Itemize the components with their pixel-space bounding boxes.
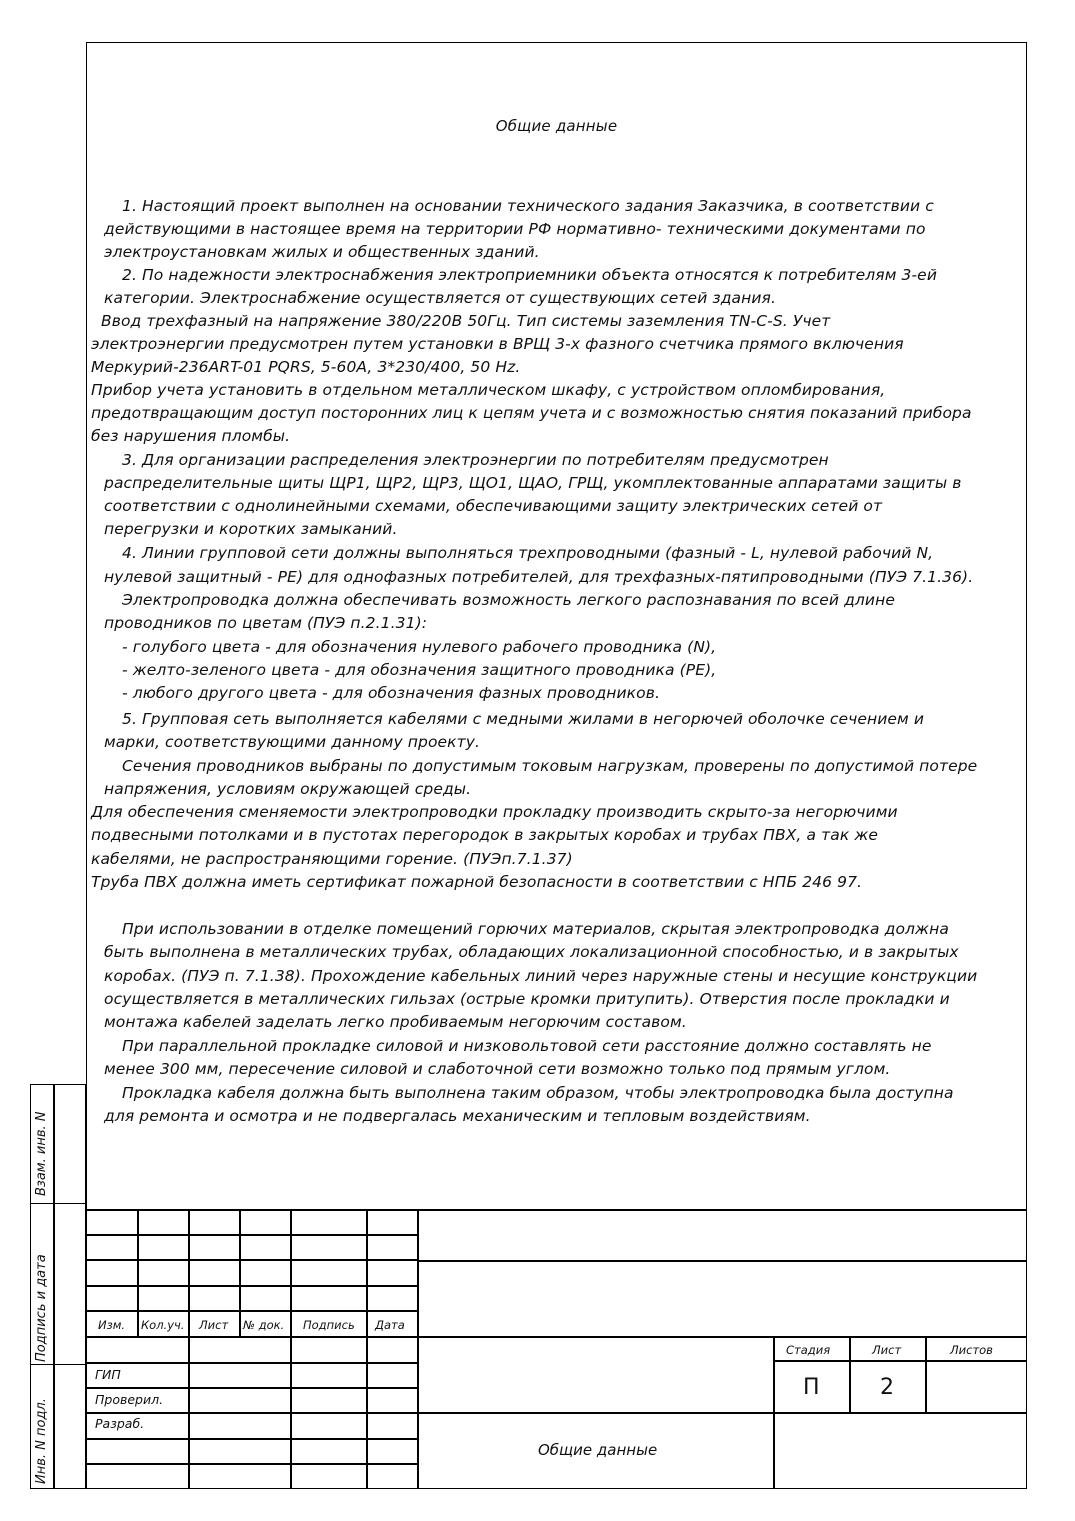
text-line: для ремонта и осмотра и не подвергалась механическим и тепловым воздействиям. — [104, 1107, 811, 1125]
col-header-podpis: Подпись — [303, 1318, 355, 1332]
text-line: марки, соответствующими данному проекту. — [104, 733, 481, 751]
text-line: подвесными потолками и в пустотах перегородок в закрытых коробах и трубах ПВХ, а так же — [91, 826, 879, 844]
page-title: Общие данные — [495, 117, 618, 135]
col-header-list: Лист — [199, 1318, 229, 1332]
text-line: монтажа кабелей заделать легко пробиваемым негорючим составом. — [104, 1013, 687, 1031]
grid-line — [773, 1336, 775, 1489]
sheet-header: Лист — [872, 1343, 902, 1357]
text-line: кабелями, не распространяющими горение. (ПУЭп.7.1.37) — [91, 850, 573, 868]
grid-line — [188, 1209, 190, 1336]
grid-line — [773, 1360, 1027, 1362]
text-line: коробах. (ПУЭ п. 7.1.38). Прохождение кабельных линий через наружные стены и несущие конструкции — [104, 967, 978, 985]
col-header-izm: Изм. — [98, 1318, 126, 1332]
grid-line — [417, 1209, 419, 1489]
text-line: Труба ПВХ должна иметь сертификат пожарной безопасности в соответствии с НПБ 246 97. — [91, 873, 863, 891]
grid-line — [417, 1260, 1027, 1262]
text-line: - любого другого цвета - для обозначения фазных проводников. — [122, 684, 660, 702]
text-line: Прокладка кабеля должна быть выполнена таким образом, чтобы электропроводка была доступна — [122, 1084, 954, 1102]
sheet-value: 2 — [880, 1375, 894, 1400]
text-line: 3. Для организации распределения электроэнергии по потребителям предусмотрен — [122, 451, 829, 469]
text-line: При использовании в отделке помещений горючих материалов, скрытая электропроводка должна — [122, 920, 949, 938]
text-line: 5. Групповая сеть выполняется кабелями с медными жилами в негорючей оболочке сечением и — [122, 710, 925, 728]
col-header-ndok: № док. — [243, 1318, 285, 1332]
text-line: 4. Линии групповой сети должны выполняться трехпроводными (фазный - L, нулевой рабочий N, — [122, 544, 934, 562]
divider — [53, 1203, 55, 1365]
text-line: Меркурий-236ART-01 PQRS, 5-60A, 3*230/400, 50 Hz. — [91, 358, 521, 376]
sheets-header: Листов — [950, 1343, 993, 1357]
text-line: При параллельной прокладке силовой и низковольтовой сети расстояние должно составлять не — [122, 1037, 932, 1055]
role-razrab: Разраб. — [95, 1416, 145, 1431]
text-line: электроустановкам жилых и общественных зданий. — [104, 243, 540, 261]
grid-line — [366, 1209, 368, 1336]
stage-header: Стадия — [786, 1343, 831, 1357]
grid-line — [417, 1412, 1027, 1414]
text-line: 1. Настоящий проект выполнен на основании технического задания Заказчика, в соответствии с — [122, 197, 934, 215]
stage-value: П — [803, 1375, 820, 1400]
text-line: Прибор учета установить в отдельном металлическом шкафу, с устройством опломбирования, — [91, 381, 886, 399]
text-line: без нарушения пломбы. — [91, 427, 291, 445]
col-header-kolvo: Кол.уч. — [141, 1318, 185, 1332]
stamp-doc-title: Общие данные — [538, 1441, 658, 1459]
grid-line — [925, 1336, 927, 1412]
text-line: проводников по цветам (ПУЭ п.2.1.31): — [104, 614, 428, 632]
grid-line — [188, 1336, 190, 1489]
grid-line — [239, 1209, 241, 1336]
text-line: быть выполнена в металлических трубах, обладающих локализационной способностью, и в закрытых — [104, 943, 959, 961]
text-line: Электропроводка должна обеспечивать возможность легкого распознавания по всей длине — [122, 591, 895, 609]
grid-line — [290, 1336, 292, 1489]
text-line: 2. По надежности электроснабжения электроприемники объекта относятся к потребителям 3-ей — [122, 266, 937, 284]
text-line: менее 300 мм, пересечение силовой и слаботочной сети возможно только под прямым углом. — [104, 1060, 891, 1078]
grid-line — [849, 1336, 851, 1412]
text-line: - желто-зеленого цвета - для обозначения защитного проводника (PE), — [122, 661, 717, 679]
text-line: - голубого цвета - для обозначения нулевого рабочего проводника (N), — [122, 638, 717, 656]
text-line: Ввод трехфазный на напряжение 380/220В 50Гц. Тип системы заземления TN-C-S. Учет — [101, 312, 831, 330]
role-proveril: Проверил. — [95, 1392, 164, 1407]
text-line: перегрузки и коротких замыканий. — [104, 520, 398, 538]
divider — [53, 1084, 55, 1204]
text-line: Сечения проводников выбраны по допустимым токовым нагрузкам, проверены по допустимой потере — [122, 757, 978, 775]
text-line: напряжения, условиям окружающей среды. — [104, 780, 472, 798]
divider — [53, 1364, 55, 1489]
text-line: распределительные щиты ЩР1, ЩР2, ЩР3, ЩО1, ЩАО, ГРЩ, укомплектованные аппаратами защиты в — [104, 474, 962, 492]
grid-line — [417, 1336, 1027, 1338]
grid-line — [366, 1336, 368, 1489]
text-line: нулевой защитный - PE) для однофазных потребителей, для трехфазных-пятипроводными (ПУЭ 7.1.36). — [104, 568, 974, 586]
col-header-data: Дата — [375, 1318, 405, 1332]
text-line: действующими в настоящее время на территории РФ нормативно- техническими документами по — [104, 220, 926, 238]
text-line: категории. Электроснабжение осуществляется от существующих сетей здания. — [104, 289, 777, 307]
text-line: осуществляется в металлических гильзах (острые кромки притупить). Отверстия после прокладки и — [104, 990, 950, 1008]
grid-line — [290, 1209, 292, 1336]
text-line: предотвращающим доступ посторонних лиц к цепям учета и с возможностью снятия показаний прибора — [91, 404, 972, 422]
text-line: электроэнергии предусмотрен путем установки в ВРЩ 3-х фазного счетчика прямого включения — [91, 335, 904, 353]
role-gip: ГИП — [95, 1367, 121, 1382]
grid-line — [86, 1209, 1027, 1211]
grid-line — [137, 1209, 139, 1336]
text-line: Для обеспечения сменяемости электропроводки прокладку производить скрыто-за негорючими — [91, 803, 898, 821]
text-line: соответствии с однолинейными схемами, обеспечивающими защиту электрических сетей от — [104, 497, 883, 515]
